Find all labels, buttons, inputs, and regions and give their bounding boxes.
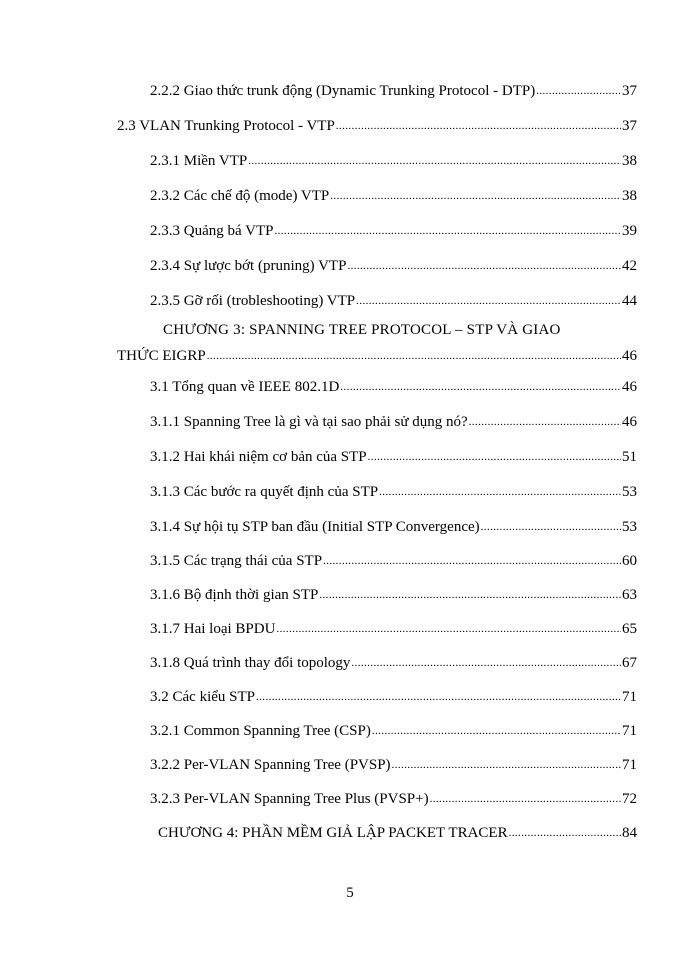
toc-entry-2-2-2 [150,78,637,100]
toc-entry-page: 67 [622,655,637,671]
toc-entry-page: 37 [622,83,637,99]
toc-leader-dots [256,690,621,704]
toc-leader-dots [340,380,621,394]
toc-entry-3-2-1 [150,718,637,740]
toc-entry-label: 3.2.3 Per-VLAN Spanning Tree Plus (PVSP+) [150,791,429,807]
toc-leader-dots [356,294,621,308]
toc-entry-2-3-4 [150,253,637,275]
toc-entry-page: 39 [622,223,637,239]
toc-entry-label: 2.3.2 Các chế độ (mode) VTP [150,188,330,204]
toc-entry-label: 3.2 Các kiểu STP [150,689,255,705]
toc-leader-dots [330,189,621,203]
toc-leader-dots [372,724,621,738]
toc-entry-2-3-2 [150,183,637,205]
toc-entry-page: 71 [622,757,637,773]
toc-entry-chapter-3 [117,343,637,365]
toc-entry-label: 3.1 Tổng quan về IEEE 802.1D [150,379,340,395]
toc-entry-2-3-1 [150,148,637,170]
toc-entry-page: 60 [622,553,637,569]
toc-leader-dots [347,259,621,273]
toc-leader-dots [276,622,621,636]
toc-leader-dots [248,154,621,168]
toc-entry-3-2 [150,684,637,706]
toc-entry-3-1-2 [150,444,637,466]
toc-leader-dots [392,758,621,772]
toc-leader-dots [536,84,621,98]
toc-entry-page: 71 [622,689,637,705]
toc-entry-3-1-8 [150,650,637,672]
toc-entry-label: 3.1.2 Hai khái niệm cơ bản của STP [150,449,367,465]
toc-entry-page: 38 [622,153,637,169]
toc-leader-dots [430,792,621,806]
toc-entry-label: 3.1.8 Quá trình thay đổi topology [150,655,351,671]
toc-entry-page: 65 [622,621,637,637]
toc-entry-label: 3.1.3 Các bước ra quyết định của STP [150,484,379,500]
toc-leader-dots [351,656,621,670]
toc-entry-page: 53 [622,519,637,535]
toc-entry-3-1-1 [150,409,637,431]
toc-entry-3-1-6 [150,582,637,604]
toc-entry-label: 2.3.3 Quảng bá VTP [150,223,274,239]
toc-leader-dots [368,450,621,464]
toc-entry-label: 2.3.4 Sự lược bớt (pruning) VTP [150,258,347,274]
toc-leader-dots [509,826,621,840]
toc-leader-dots [319,588,621,602]
toc-leader-dots [379,485,621,499]
toc-entry-page: 72 [622,791,637,807]
toc-entry-label: 3.1.1 Spanning Tree là gì và tại sao phải sử dụng nó? [150,414,468,430]
toc-chapter-3-title-line2: THỨC EIGRP [117,348,206,364]
toc-entry-2-3-5 [150,288,637,310]
toc-entry-page: 46 [622,348,637,364]
toc-entry-2-3 [117,113,637,135]
toc-entry-3-2-2 [150,752,637,774]
toc-entry-chapter-4 [158,820,637,842]
toc-entry-label: 2.3 VLAN Trunking Protocol - VTP [117,118,335,134]
toc-entry-page: 42 [622,258,637,274]
toc-entry-3-1 [150,374,637,396]
toc-leader-dots [481,520,621,534]
toc-entry-page: 84 [622,825,637,841]
toc-leader-dots [323,554,621,568]
toc-entry-page: 53 [622,484,637,500]
toc-entry-3-1-4 [150,514,637,536]
toc-entry-label: 3.2.2 Per-VLAN Spanning Tree (PVSP) [150,757,391,773]
toc-entry-page: 51 [622,449,637,465]
toc-entry-page: 37 [622,118,637,134]
toc-entry-label: 3.1.4 Sự hội tụ STP ban đầu (Initial STP Convergence) [150,519,480,535]
toc-entry-label: 3.1.6 Bộ định thời gian STP [150,587,319,603]
toc-leader-dots [469,415,621,429]
toc-entry-label: 2.3.1 Miền VTP [150,153,248,169]
toc-entry-page: 63 [622,587,637,603]
toc-entry-page: 38 [622,188,637,204]
toc-leader-dots [336,119,621,133]
toc-leader-dots [274,224,621,238]
toc-entry-label: CHƯƠNG 4: PHẦN MỀM GIẢ LẬP PACKET TRACER [158,825,508,841]
toc-entry-3-2-3 [150,786,637,808]
page-number: 5 [346,885,354,901]
toc-entry-label: 2.3.5 Gỡ rối (trobleshooting) VTP [150,293,356,309]
toc-entry-label: 2.2.2 Giao thức trunk động (Dynamic Trunking Protocol - DTP) [150,83,536,99]
toc-entry-page: 46 [622,379,637,395]
toc-entry-page: 71 [622,723,637,739]
toc-entry-page: 46 [622,414,637,430]
toc-entry-2-3-3 [150,218,637,240]
toc-entry-label: 3.1.7 Hai loại BPDU [150,621,276,637]
toc-chapter-3-title-line1: CHƯƠNG 3: SPANNING TREE PROTOCOL – STP VÀ GIAO [163,322,561,338]
toc-entry-label: 3.1.5 Các trạng thái của STP [150,553,323,569]
toc-entry-3-1-5 [150,548,637,570]
toc-entry-label: 3.2.1 Common Spanning Tree (CSP) [150,723,371,739]
toc-leader-dots [207,349,621,363]
toc-entry-page: 44 [622,293,637,309]
toc-entry-3-1-3 [150,479,637,501]
toc-entry-3-1-7 [150,616,637,638]
